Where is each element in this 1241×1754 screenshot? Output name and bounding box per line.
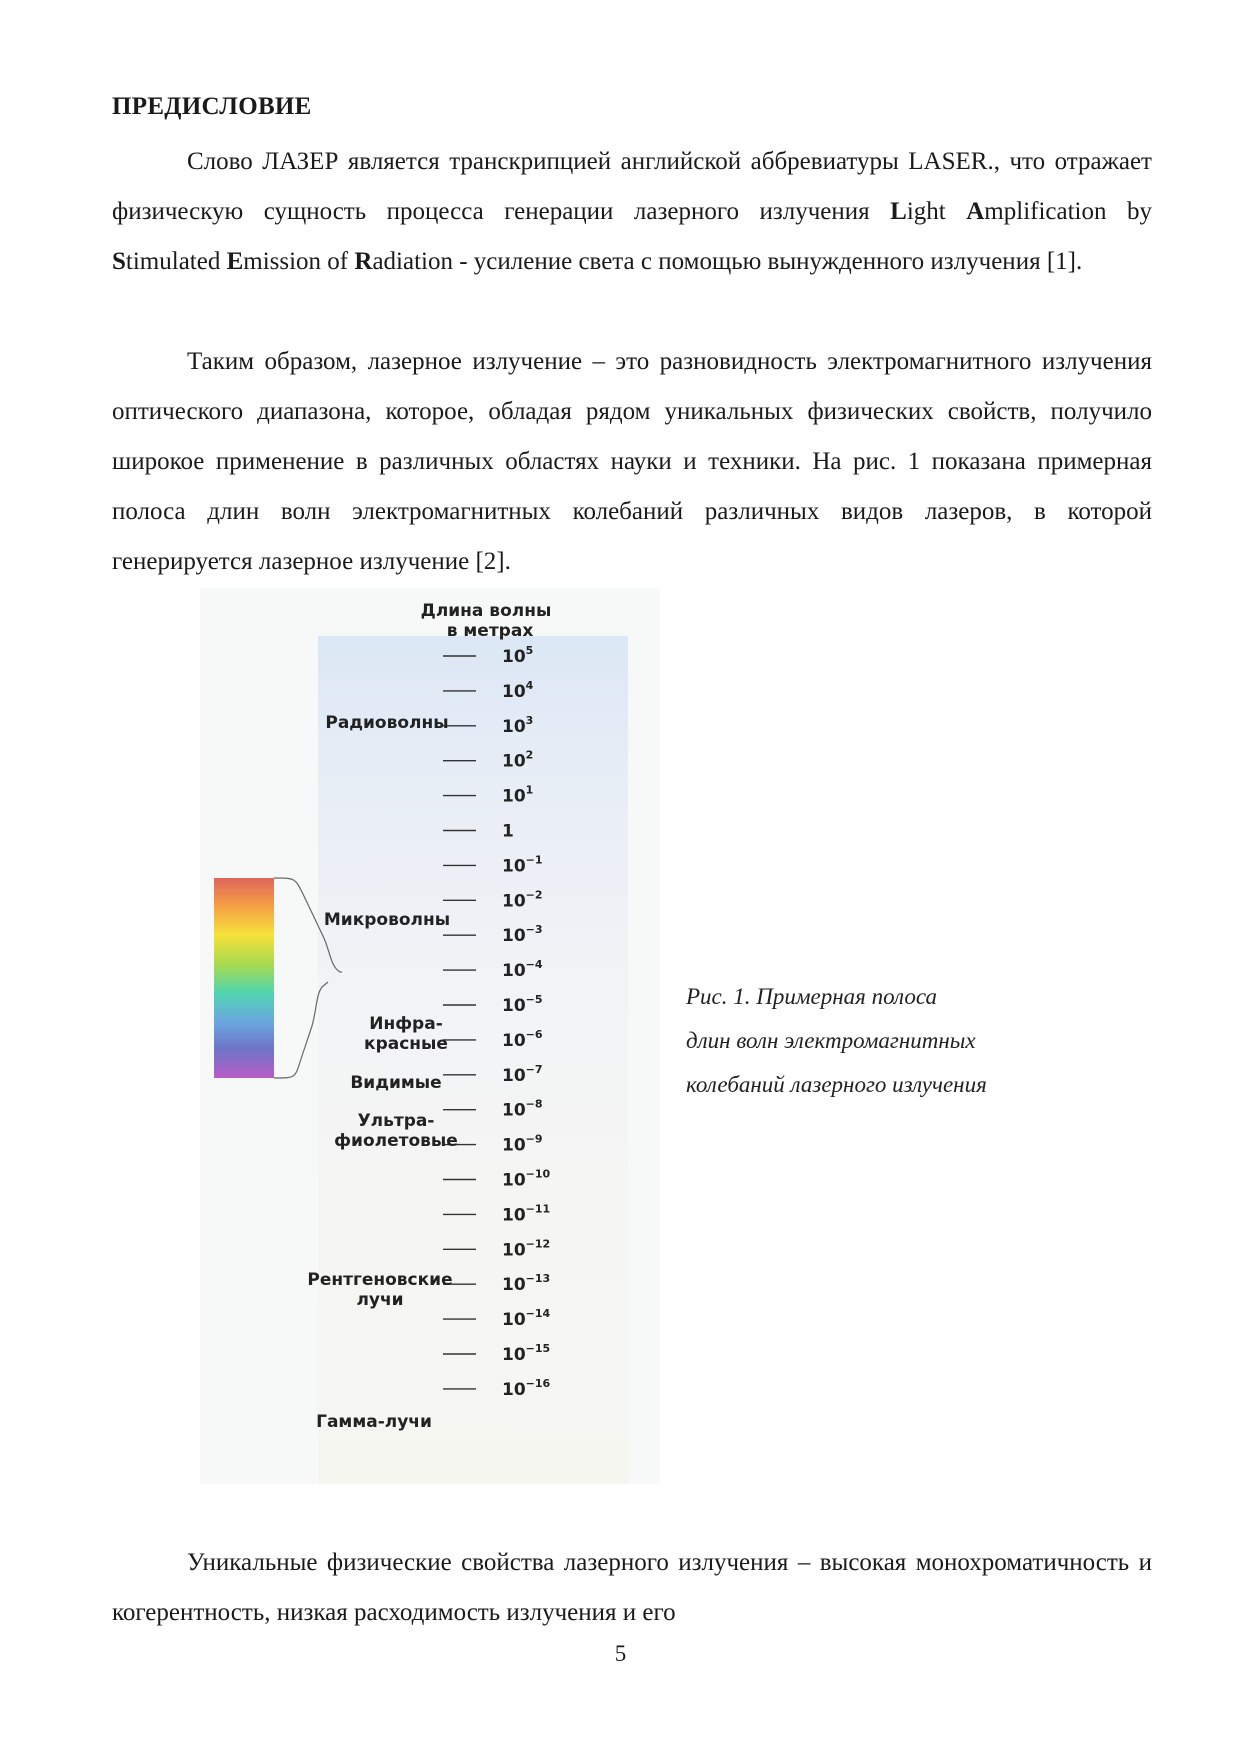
caption-line-3: колебаний лазерного излучения bbox=[686, 1072, 987, 1097]
tick-label-base: 1 bbox=[502, 821, 514, 842]
paragraph-laser-radiation: Таким образом, лазерное излучение – это разновидность электромагнитного излучения оптического диапазона, которое, обладая рядом уникальных физических свойств, получило широкое применение в различных областях науки и техники. На рис. 1 показана примерная полоса длин волн электромагнитных колебаний различных видов лазеров, в которой генерируется лазерное излучение [2]. bbox=[112, 348, 1152, 575]
label-radio-waves: Радиоволны bbox=[325, 713, 449, 733]
tick-label bbox=[502, 679, 534, 702]
tick-label-base: 10 bbox=[502, 1205, 526, 1226]
tick-label-exponent: −10 bbox=[525, 1167, 551, 1181]
spectrum-diagram bbox=[200, 588, 660, 1484]
tick-label-base: 10 bbox=[502, 891, 526, 912]
tick-label bbox=[502, 1342, 550, 1365]
bracket-lower-connector bbox=[274, 982, 328, 1078]
tick-label-exponent: −2 bbox=[525, 888, 543, 902]
tick-label-base: 10 bbox=[502, 1240, 526, 1261]
tick-label-base: 10 bbox=[502, 751, 526, 772]
tick-label-exponent: 5 bbox=[525, 644, 534, 657]
tick-label-base: 10 bbox=[502, 786, 526, 807]
label-xray-line-1: Рентгеновские bbox=[307, 1270, 453, 1290]
tick-label-base: 10 bbox=[502, 1275, 526, 1296]
tick-label-exponent: −13 bbox=[525, 1272, 551, 1286]
tick-label bbox=[502, 1098, 543, 1121]
tick-label-base: 10 bbox=[502, 961, 526, 982]
tick-label bbox=[502, 1028, 543, 1051]
tick-label bbox=[502, 993, 543, 1016]
tick-label-exponent: −5 bbox=[525, 993, 543, 1006]
tick-label bbox=[502, 923, 543, 946]
tick-label-base: 10 bbox=[502, 1379, 526, 1400]
label-ultraviolet-line-2: фиолетовые bbox=[334, 1131, 458, 1151]
tick-label-exponent: 4 bbox=[525, 678, 534, 692]
figure-em-spectrum bbox=[200, 588, 660, 1484]
tick-label-exponent: −1 bbox=[525, 853, 543, 867]
tick-label-base: 10 bbox=[502, 1065, 526, 1086]
paragraph-unique-properties: Уникальные физические свойства лазерного излучения – высокая монохроматичность и когерентность, низкая расходимость излучения и его bbox=[112, 1549, 1152, 1626]
tick-label bbox=[502, 888, 543, 911]
tick-label-base: 10 bbox=[502, 1030, 526, 1051]
label-visible: Видимые bbox=[350, 1073, 442, 1093]
caption-line-2: длин волн электромагнитных bbox=[686, 1028, 976, 1053]
tick-label bbox=[502, 714, 533, 737]
tick-label-base: 10 bbox=[502, 647, 526, 667]
tick-label bbox=[502, 1237, 550, 1260]
label-gamma-rays: Гамма-лучи bbox=[316, 1412, 432, 1432]
axis-title-line-2: в метрах bbox=[446, 621, 534, 641]
axis-title-line-1: Длина волны bbox=[420, 601, 552, 621]
paragraph-laser-definition: Слово ЛАЗЕР является транскрипцией английской аббревиатуры LASER., что отражает физическую сущность процесса генерации лазерного излучения Light Amplification by Stimulated Emission of Radiation - усиление света с помощью вынужденного излучения [1]. bbox=[112, 148, 1152, 275]
tick-label-base: 10 bbox=[502, 1170, 526, 1191]
tick-label bbox=[502, 1202, 550, 1225]
tick-label-exponent: −8 bbox=[525, 1097, 543, 1111]
tick-label bbox=[502, 853, 543, 876]
tick-label-base: 10 bbox=[502, 926, 526, 947]
tick-label-exponent: 2 bbox=[525, 748, 534, 762]
tick-label bbox=[502, 1168, 551, 1191]
tick-label bbox=[502, 784, 533, 807]
tick-label bbox=[502, 644, 533, 667]
tick-label-exponent: −12 bbox=[525, 1237, 551, 1251]
tick-label-base: 10 bbox=[502, 1310, 526, 1331]
label-xray-line-2: лучи bbox=[356, 1290, 404, 1310]
tick-label bbox=[502, 1307, 551, 1330]
tick-label-base: 10 bbox=[502, 681, 526, 702]
tick-group bbox=[443, 644, 551, 1400]
label-infrared-line-2: красные bbox=[364, 1034, 448, 1054]
tick-label-base: 10 bbox=[502, 1345, 526, 1365]
figure-caption bbox=[686, 975, 1066, 1107]
tick-label-base: 10 bbox=[502, 1135, 526, 1156]
label-ultraviolet-line-1: Ультра- bbox=[357, 1111, 435, 1131]
tick-label-exponent: −11 bbox=[525, 1202, 551, 1216]
tick-label-exponent: −15 bbox=[525, 1342, 551, 1355]
tick-label bbox=[502, 1063, 543, 1086]
tick-label-base: 10 bbox=[502, 1100, 526, 1121]
tick-label-exponent: 1 bbox=[525, 783, 534, 797]
tick-label-base: 10 bbox=[502, 996, 526, 1016]
tick-label-exponent: −9 bbox=[525, 1132, 543, 1146]
label-microwaves: Микроволны bbox=[323, 910, 451, 930]
caption-line-1: Рис. 1. Примерная полоса bbox=[686, 984, 937, 1009]
tick-label-base: 10 bbox=[502, 856, 526, 877]
tick-label-exponent: −6 bbox=[525, 1027, 543, 1041]
tick-label-exponent: −7 bbox=[525, 1062, 543, 1076]
tick-label bbox=[502, 1133, 543, 1156]
tick-label bbox=[502, 749, 533, 772]
tick-label-exponent: 3 bbox=[525, 713, 534, 727]
tick-label bbox=[502, 822, 514, 842]
tick-label bbox=[502, 1377, 551, 1400]
tick-label bbox=[502, 958, 543, 981]
tick-label-exponent: −3 bbox=[525, 923, 543, 937]
section-heading: ПРЕДИСЛОВИЕ bbox=[112, 93, 312, 120]
tick-label-exponent: −16 bbox=[525, 1376, 551, 1390]
tick-label bbox=[502, 1272, 550, 1295]
tick-label-base: 10 bbox=[502, 716, 526, 737]
visible-spectrum-swatch bbox=[214, 878, 274, 1078]
tick-label-exponent: −4 bbox=[525, 958, 543, 972]
page-number: 5 bbox=[614, 1641, 627, 1666]
label-infrared-line-1: Инфра- bbox=[369, 1014, 443, 1034]
tick-label-exponent: −14 bbox=[525, 1307, 551, 1321]
